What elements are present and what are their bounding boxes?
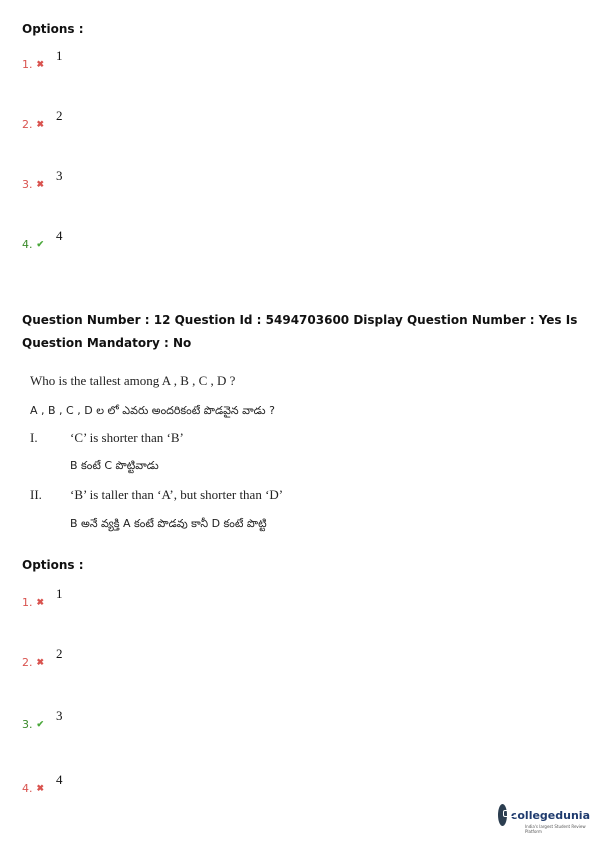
cross-icon: ✖ <box>36 179 45 189</box>
cross-icon: ✖ <box>36 59 45 69</box>
cross-icon: ✖ <box>36 119 45 129</box>
option-4[interactable] <box>22 772 63 796</box>
option-value: 2 <box>56 646 63 661</box>
option-4[interactable] <box>22 228 63 252</box>
option-number: 2. <box>22 656 33 669</box>
option-value: 1 <box>56 48 63 63</box>
statement-1-number: I. <box>30 430 38 445</box>
option-value: 1 <box>56 586 63 601</box>
option-value: 4 <box>56 772 63 787</box>
option-1[interactable] <box>22 48 63 72</box>
option-number: 2. <box>22 118 33 131</box>
option-2[interactable] <box>22 646 63 670</box>
option-value: 3 <box>56 168 63 183</box>
logo-tagline: India's largest Student Review Platform <box>525 824 586 834</box>
option-1[interactable] <box>22 586 63 610</box>
check-icon: ✔ <box>36 719 45 729</box>
question-text-te: A , B , C , D ల లో ఎవరు అందరికంటే పొడవైన వాడు ? <box>30 404 275 417</box>
option-3[interactable] <box>22 708 63 732</box>
statement-1-te: B కంటే C పొట్టివాడు <box>70 459 159 472</box>
option-value: 2 <box>56 108 63 123</box>
statement-1-en: ‘C’ is shorter than ‘B’ <box>70 430 184 445</box>
option-number: 4. <box>22 782 33 795</box>
collegedunia-logo <box>498 804 590 834</box>
question-text-en: Who is the tallest among A , B , C , D ? <box>30 373 236 388</box>
mascot-icon <box>498 804 507 826</box>
options-heading: Options : <box>22 22 84 36</box>
cross-icon: ✖ <box>36 657 45 667</box>
option-3[interactable] <box>22 168 63 192</box>
question-meta: Question Number : 12 Question Id : 5494703600 Display Question Number : Yes Is Question Mandatory : No <box>22 313 578 350</box>
cross-icon: ✖ <box>36 783 45 793</box>
logo-name: collegedunia <box>510 808 590 822</box>
cross-icon: ✖ <box>36 597 45 607</box>
option-2[interactable] <box>22 108 63 132</box>
option-number: 1. <box>22 58 33 71</box>
option-number: 3. <box>22 718 33 731</box>
option-value: 3 <box>56 708 63 723</box>
statement-2-te: B అనే వ్యక్తి A కంటే పొడవు కానీ D కంటే పొట్టి <box>70 517 267 530</box>
option-value: 4 <box>56 228 63 243</box>
statement-2-number: II. <box>30 487 42 502</box>
option-number: 3. <box>22 178 33 191</box>
statement-2-en: ‘B’ is taller than ‘A’, but shorter than ‘D’ <box>70 487 284 502</box>
option-number: 1. <box>22 596 33 609</box>
check-icon: ✔ <box>36 239 45 249</box>
option-number: 4. <box>22 238 33 251</box>
options-heading: Options : <box>22 558 84 572</box>
